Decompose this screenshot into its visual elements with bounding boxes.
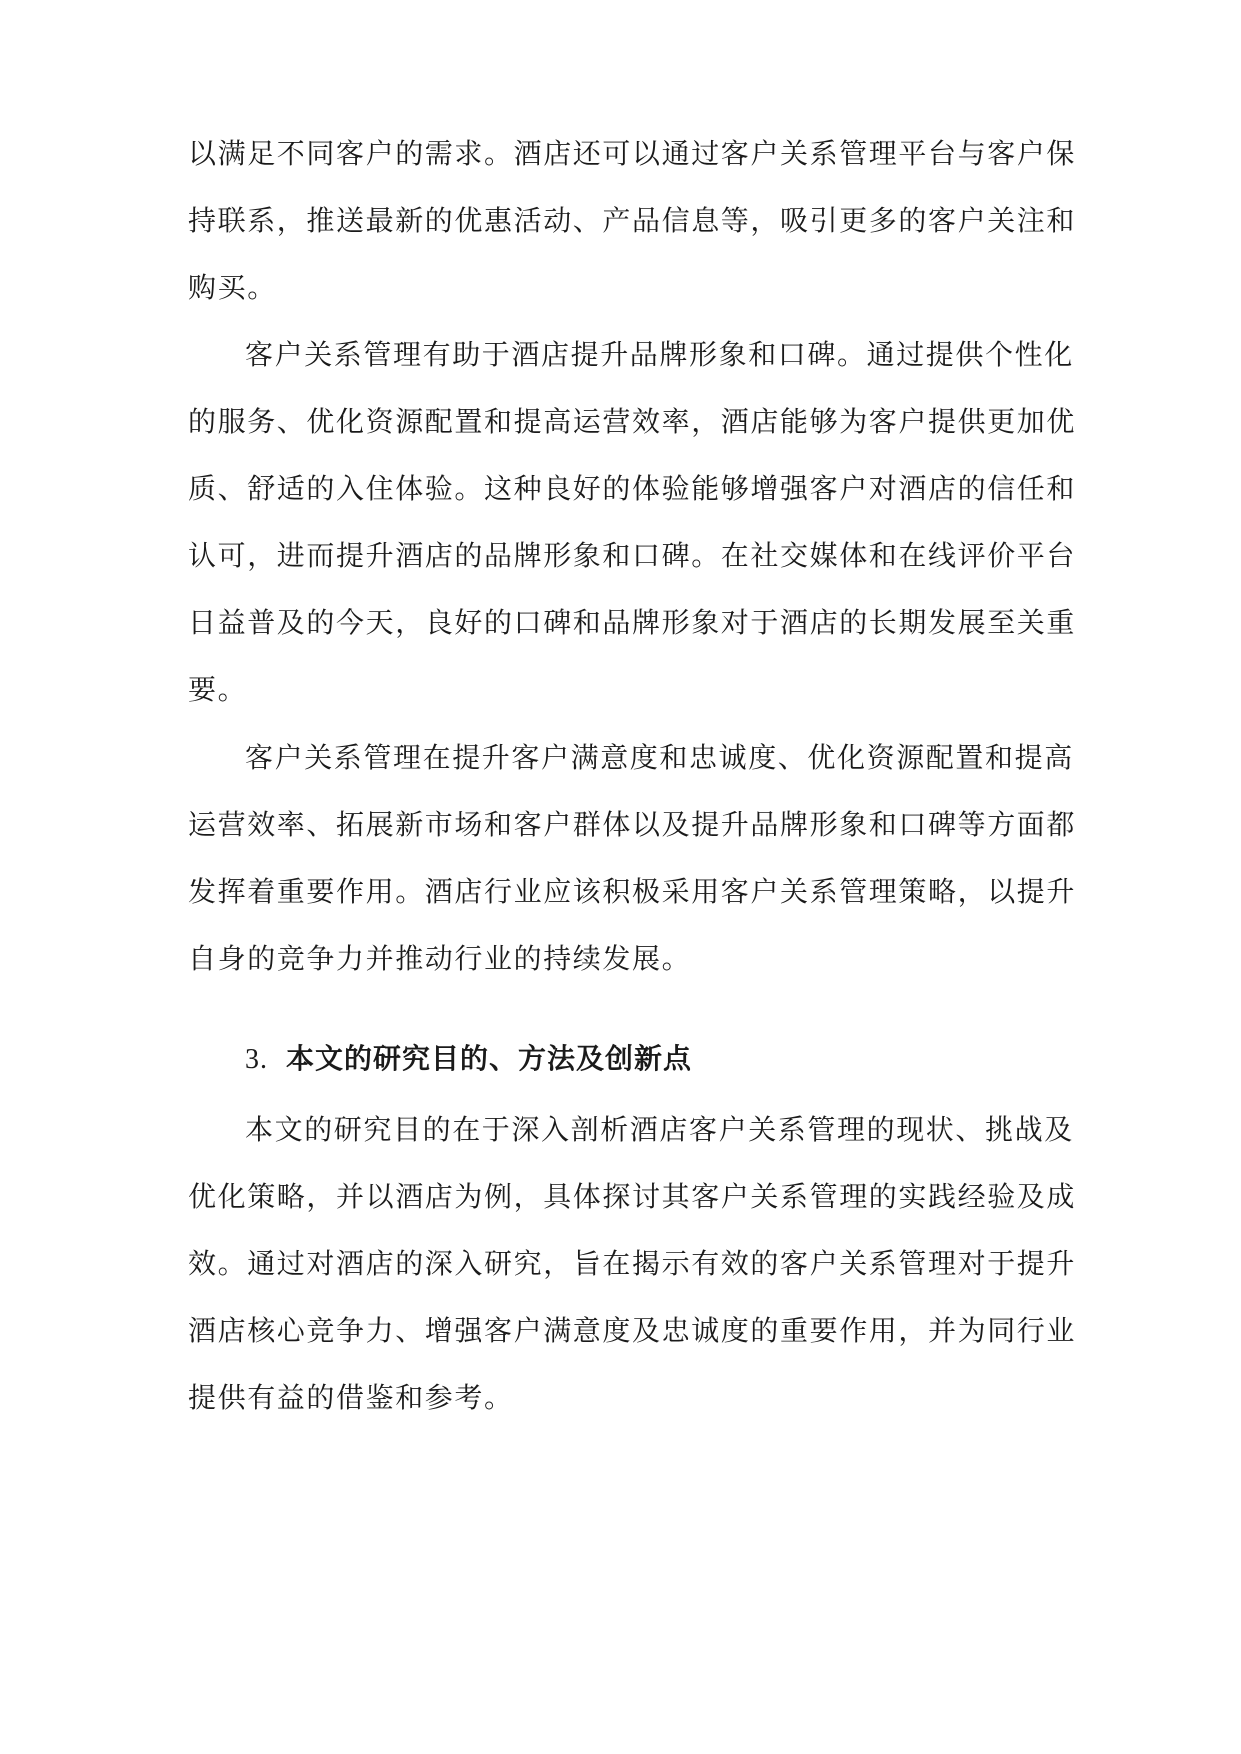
paragraph-3-line-3: 发挥着重要作用。酒店行业应该积极采用客户关系管理策略，以提升 — [188, 875, 1077, 908]
paragraph-2-line-1: 客户关系管理有助于酒店提升品牌形象和口碑。通过提供个性化 — [245, 338, 1074, 371]
paragraph-1-line-1: 以满足不同客户的需求。酒店还可以通过客户关系管理平台与客户保 — [188, 137, 1077, 170]
paragraph-2-line-5: 日益普及的今天，良好的口碑和品牌形象对于酒店的长期发展至关重 — [188, 606, 1077, 639]
section-heading — [245, 1039, 692, 1079]
paragraph-2-line-6: 要。 — [188, 673, 248, 706]
paragraph-4-line-3: 效。通过对酒店的深入研究，旨在揭示有效的客户关系管理对于提升 — [188, 1247, 1077, 1280]
paragraph-2-line-4: 认可，进而提升酒店的品牌形象和口碑。在社交媒体和在线评价平台 — [188, 539, 1077, 572]
paragraph-2-line-3: 质、舒适的入住体验。这种良好的体验能够增强客户对酒店的信任和 — [188, 472, 1077, 505]
paragraph-4-line-4: 酒店核心竞争力、增强客户满意度及忠诚度的重要作用，并为同行业 — [188, 1314, 1077, 1347]
paragraph-4-line-1: 本文的研究目的在于深入剖析酒店客户关系管理的现状、挑战及 — [245, 1113, 1074, 1146]
paragraph-3-line-1: 客户关系管理在提升客户满意度和忠诚度、优化资源配置和提高 — [245, 741, 1074, 774]
paragraph-4-line-2: 优化策略，并以酒店为例，具体探讨其客户关系管理的实践经验及成 — [188, 1180, 1077, 1213]
section-heading-number: 3. — [245, 1044, 268, 1075]
paragraph-4-line-5: 提供有益的借鉴和参考。 — [188, 1381, 514, 1414]
paragraph-3-line-4: 自身的竞争力并推动行业的持续发展。 — [188, 942, 692, 975]
paragraph-1-line-3: 购买。 — [188, 271, 277, 304]
paragraph-2-line-2: 的服务、优化资源配置和提高运营效率，酒店能够为客户提供更加优 — [188, 405, 1077, 438]
paragraph-3-line-2: 运营效率、拓展新市场和客户群体以及提升品牌形象和口碑等方面都 — [188, 808, 1077, 841]
section-heading-title: 本文的研究目的、方法及创新点 — [286, 1042, 693, 1075]
paragraph-1-line-2: 持联系，推送最新的优惠活动、产品信息等，吸引更多的客户关注和 — [188, 204, 1077, 237]
